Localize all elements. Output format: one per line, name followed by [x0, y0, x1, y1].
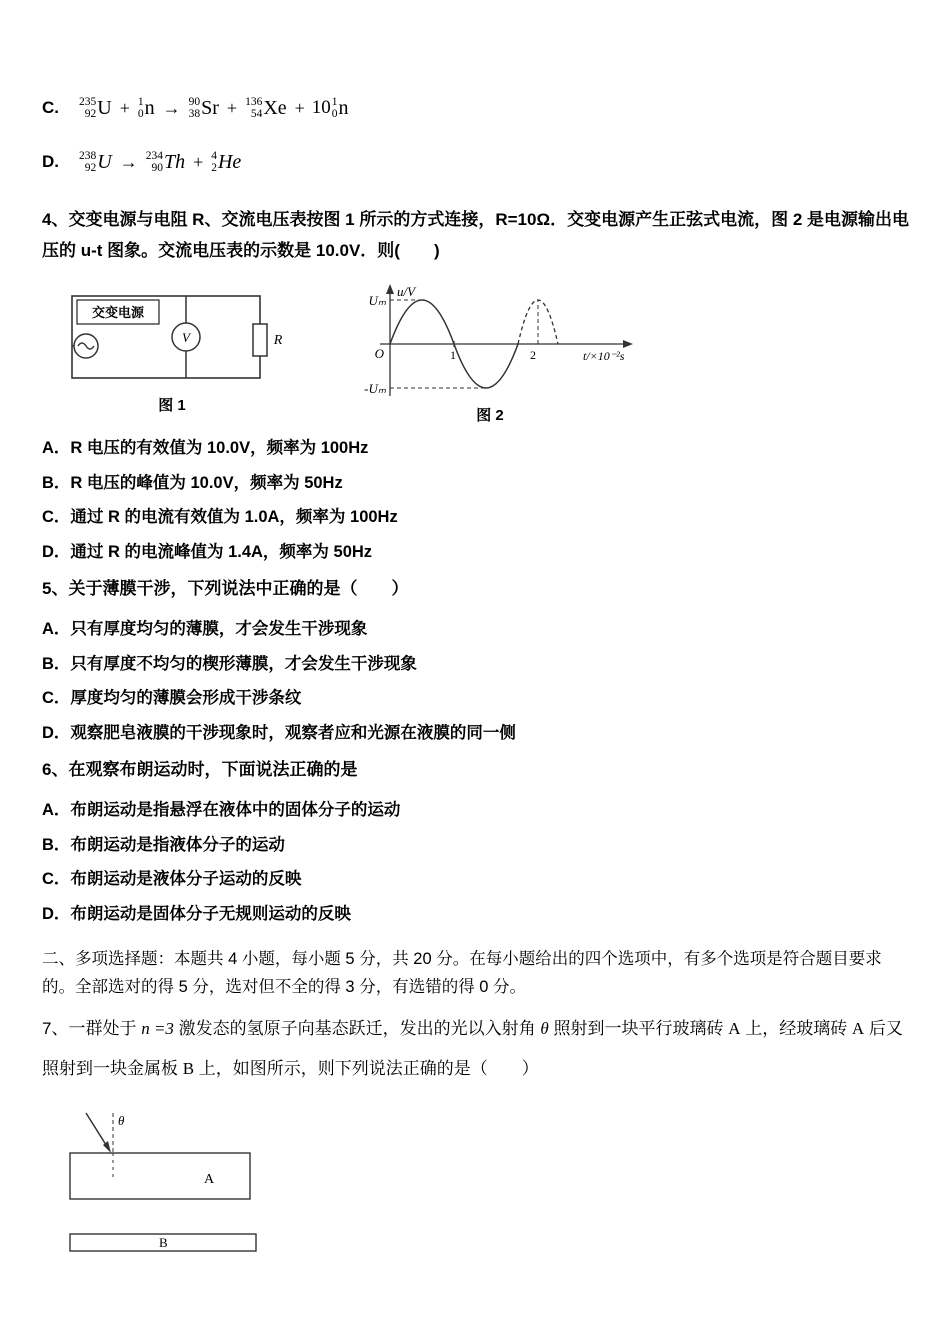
element-symbol: Xe [263, 96, 287, 119]
atomic-number: 2 [211, 162, 217, 175]
incident-ray [86, 1113, 108, 1148]
ut-graph [340, 280, 640, 402]
atomic-number: 0 [331, 108, 338, 121]
question-5-option-c: C．厚度均匀的薄膜会形成干涉条纹 [42, 689, 302, 708]
resistor-symbol [253, 324, 267, 356]
option-c-label: C. [42, 98, 59, 118]
glass-brick-a [70, 1153, 250, 1199]
plus-operator: + [119, 97, 130, 118]
mass-number: 136 [245, 96, 263, 108]
question-6-option-c: C．布朗运动是液体分子运动的反映 [42, 870, 302, 889]
question-7-stem [42, 1009, 910, 1089]
question-4-figures [52, 280, 910, 425]
question-6-option-d: D．布朗运动是固体分子无规则运动的反映 [42, 904, 351, 923]
resistor-label: R [273, 333, 283, 349]
mass-number: 90 [188, 96, 201, 108]
atomic-number: 0 [137, 108, 144, 121]
q7-metal-b: B [182, 1059, 195, 1079]
element-symbol: n [338, 96, 349, 119]
plus-operator: + [294, 97, 305, 118]
atomic-number: 92 [84, 108, 97, 121]
q7-glass-a: A [851, 1019, 865, 1039]
question-4-stem: 4、交变电源与电阻 R、交流电压表按图 1 所示的方式连接，R=10Ω．交变电源产生正弦式电流，图 2 是电源输出电压的 u-t 图象。交流电压表的示数是 10.0V．则( ) [42, 210, 909, 261]
reaction-arrow: → [119, 151, 138, 172]
question-5-stem: 5、关于薄膜干涉，下列说法中正确的是（ ） [42, 579, 409, 599]
glass-brick-diagram [56, 1107, 316, 1259]
trough-value-label: -Uₘ [364, 381, 386, 397]
voltmeter-label: V [182, 330, 190, 346]
element-symbol: U [97, 96, 112, 119]
x-axis-label: t/×10⁻²s [583, 349, 625, 364]
figure-2-caption: 图 2 [476, 407, 504, 425]
question-5-option-a: A．只有厚度均匀的薄膜，才会发生干涉现象 [42, 620, 368, 639]
atomic-number: 54 [250, 108, 263, 121]
tick-1-label: 1 [450, 348, 456, 363]
question-6-option-b: B．布朗运动是指液体分子的运动 [42, 835, 285, 854]
q7-text: 照射到一块平行玻璃砖 [548, 1019, 729, 1039]
nuclide-neutron [332, 96, 349, 120]
tick-2-label: 2 [530, 348, 536, 363]
mass-number: 1 [331, 96, 338, 108]
atomic-number: 38 [188, 108, 201, 121]
plus-operator: + [226, 97, 238, 118]
element-symbol: Th [163, 150, 186, 173]
plus-operator: + [193, 151, 204, 172]
glass-brick-a-label: A [204, 1172, 215, 1188]
question-6-option-a: A．布朗运动是指悬浮在液体中的固体分子的运动 [42, 801, 401, 820]
mass-number: 235 [79, 96, 97, 108]
option-d-label: D. [42, 152, 59, 172]
equation-option-c [42, 96, 910, 120]
question-4-option-a: A．R 电压的有效值为 10.0V，频率为 100Hz [42, 439, 369, 458]
nuclide-sr-90 [189, 96, 219, 120]
q7-glass-a: A [728, 1019, 741, 1039]
metal-plate-b-label: B [159, 1235, 168, 1251]
mass-number: 238 [79, 150, 97, 163]
question-5-option-d: D．观察肥皂液膜的干涉现象时，观察者应和光源在液膜的同一侧 [42, 723, 516, 742]
question-7-figure [56, 1107, 910, 1259]
element-symbol: He [217, 150, 242, 173]
q7-text: 激发态的氢原子向基态跃迁，发出的光以入射角 [173, 1019, 541, 1039]
x-axis-arrow-icon [623, 340, 633, 348]
q7-text: 上，如图所示，则下列说法正确的是（ ） [194, 1059, 539, 1079]
mass-number: 4 [211, 150, 217, 163]
theta-label: θ [118, 1113, 125, 1129]
element-symbol: n [144, 96, 155, 119]
question-5-option-b: B．只有厚度不均匀的楔形薄膜，才会发生干涉现象 [42, 654, 417, 673]
equation-option-d [42, 150, 910, 174]
q7-n-level: n =3 [141, 1019, 174, 1039]
element-symbol: U [97, 150, 112, 173]
peak-value-label: Uₘ [368, 293, 386, 309]
nuclide-xe-136 [245, 96, 287, 120]
question-4-option-d: D．通过 R 的电流峰值为 1.4A，频率为 50Hz [42, 542, 373, 561]
figure-1-caption: 图 1 [158, 397, 186, 415]
y-axis-arrow-icon [386, 284, 394, 294]
atomic-number: 92 [84, 162, 97, 175]
figure-2-block [340, 280, 640, 425]
q7-text: 7、一群处于 [42, 1019, 142, 1039]
ac-source-label: 交变电源 [91, 305, 145, 321]
origin-label: O [374, 346, 384, 362]
figure-1-block [52, 280, 292, 415]
section-2-instructions: 二、多项选择题：本题共 4 小题，每小题 5 分，共 20 分。在每小题给出的四个选项中，有多个选项是符合题目要求的。全部选对的得 5 分，选对但不全的得 3 分，有选错的得 0 分。 [42, 950, 882, 997]
nuclide-th-234 [146, 150, 185, 174]
atomic-number: 90 [151, 162, 163, 175]
nuclide-u-238 [79, 150, 112, 174]
q7-theta: θ [540, 1019, 549, 1039]
question-6-stem: 6、在观察布朗运动时，下面说法正确的是 [42, 760, 358, 780]
mass-number: 1 [137, 96, 144, 108]
y-axis-label: u/V [397, 284, 416, 300]
nuclide-he-4 [211, 150, 241, 174]
element-symbol: Sr [201, 96, 219, 119]
mass-number: 234 [145, 150, 163, 163]
nuclide-neutron [138, 96, 155, 120]
reaction-arrow: → [162, 97, 181, 118]
q7-text: 后又照射到一块金属板 [42, 1019, 903, 1079]
circuit-diagram [52, 280, 292, 392]
question-4-option-c: C．通过 R 的电流有效值为 1.0A，频率为 100Hz [42, 508, 398, 527]
question-4-option-b: B．R 电压的峰值为 10.0V，频率为 50Hz [42, 473, 343, 492]
neutron-coefficient: 10 [311, 97, 331, 119]
nuclide-u-235 [79, 96, 112, 120]
q7-text: 上，经玻璃砖 [740, 1019, 852, 1039]
